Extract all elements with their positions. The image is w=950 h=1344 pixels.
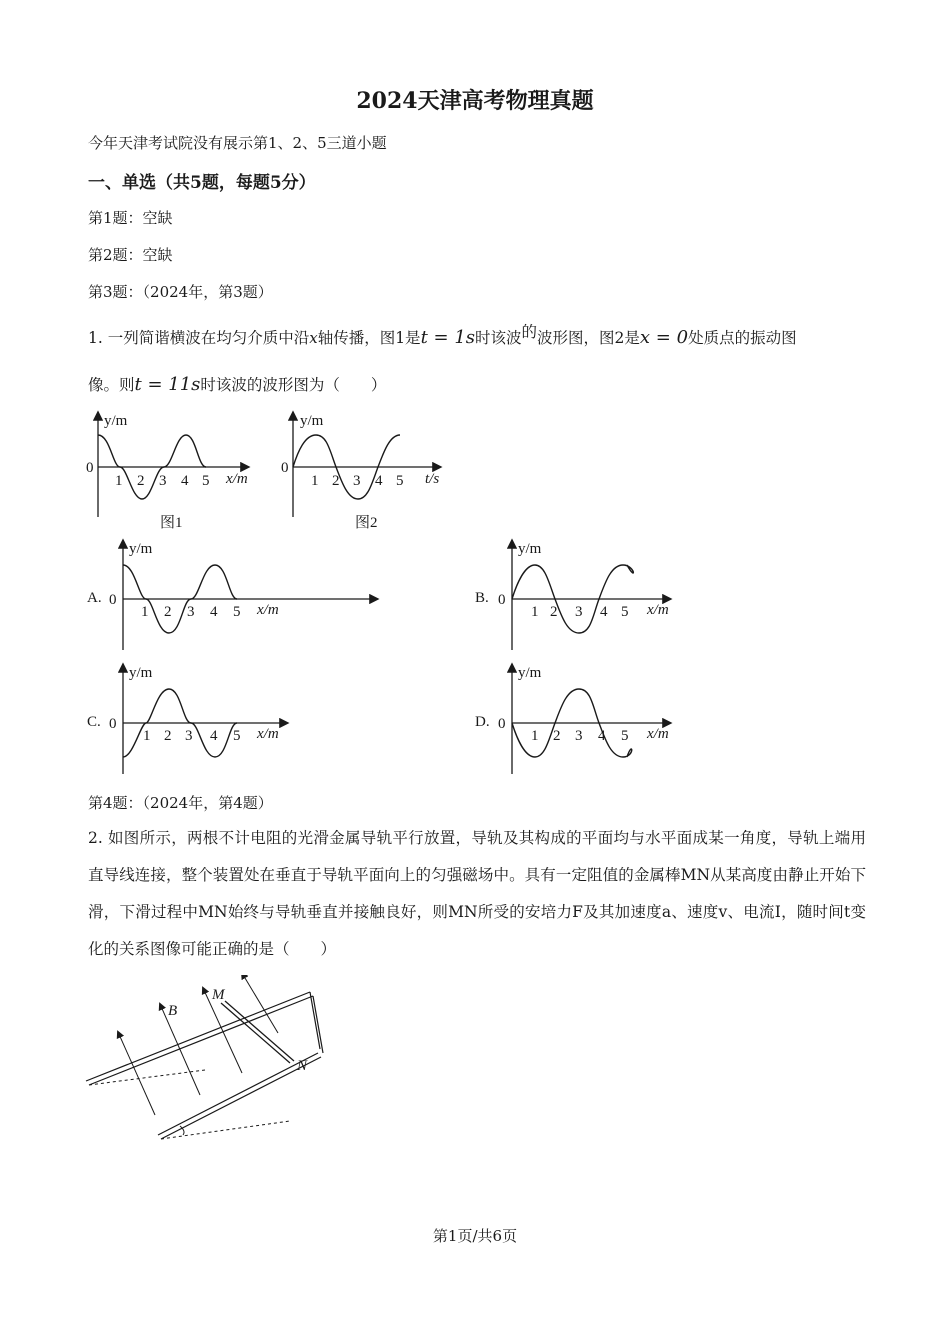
svg-text:5: 5 xyxy=(621,728,629,744)
fig2-tick: 5 xyxy=(396,473,404,489)
option-d-graph xyxy=(475,665,670,774)
fig1-x-label: x/m xyxy=(226,471,248,487)
label-m: M xyxy=(212,987,225,1003)
svg-text:2: 2 xyxy=(553,728,561,744)
svg-text:3: 3 xyxy=(575,604,583,620)
svg-text:4: 4 xyxy=(598,728,606,744)
question-3-stem-line2: 像。则t = 11s时该波的波形图为（ ） xyxy=(88,374,387,395)
figures-1-2 xyxy=(80,405,460,535)
question-4-source: 第4题：（2024年，第4题） xyxy=(88,794,273,812)
svg-text:x/m: x/m xyxy=(647,726,669,742)
fig1-tick: 1 xyxy=(115,473,123,489)
svg-text:0: 0 xyxy=(498,592,506,608)
svg-text:2: 2 xyxy=(164,728,172,744)
label-n: N xyxy=(297,1058,308,1074)
svg-text:x/m: x/m xyxy=(257,726,279,742)
svg-text:1: 1 xyxy=(531,728,539,744)
fig1-tick: 3 xyxy=(159,473,167,489)
options-graphs xyxy=(85,535,685,785)
fig1-y-label: y/m xyxy=(104,413,128,429)
svg-text:y/m: y/m xyxy=(129,665,153,681)
fig2-caption: 图2 xyxy=(355,515,378,531)
question-2-line: 第2题：空缺 xyxy=(88,246,173,264)
option-a-graph xyxy=(87,541,377,650)
svg-text:x/m: x/m xyxy=(647,602,669,618)
option-a-label: A. xyxy=(87,590,102,606)
option-c-graph xyxy=(87,665,287,774)
label-b: B xyxy=(168,1003,178,1019)
svg-text:3: 3 xyxy=(575,728,583,744)
fig2-tick: 1 xyxy=(311,473,319,489)
svg-text:5: 5 xyxy=(233,604,241,620)
question-1-line: 第1题：空缺 xyxy=(88,209,173,227)
figure-1-graph xyxy=(86,413,248,531)
fig1-tick: 4 xyxy=(181,473,189,489)
question-3-stem-line1: 1. 一列简谐横波在均匀介质中沿x轴传播，图1是t = 1s时该波的波形图，图2是x = 0处质点的振动图 xyxy=(88,323,797,348)
svg-text:1: 1 xyxy=(531,604,539,620)
svg-text:y/m: y/m xyxy=(518,541,542,557)
fig1-origin: 0 xyxy=(86,460,94,476)
svg-text:4: 4 xyxy=(210,604,218,620)
equation-t1: t = 1s xyxy=(420,327,476,348)
fig2-y-label: y/m xyxy=(300,413,324,429)
option-b-graph xyxy=(475,541,670,650)
svg-text:2: 2 xyxy=(164,604,172,620)
svg-text:5: 5 xyxy=(621,604,629,620)
rod-mn xyxy=(221,1003,290,1063)
rail-figure xyxy=(80,975,340,1150)
fig2-tick: 2 xyxy=(332,473,340,489)
svg-text:4: 4 xyxy=(600,604,608,620)
svg-text:4: 4 xyxy=(210,728,218,744)
fig2-tick: 4 xyxy=(375,473,383,489)
svg-text:x/m: x/m xyxy=(257,602,279,618)
fig2-origin: 0 xyxy=(281,460,289,476)
svg-text:2: 2 xyxy=(550,604,558,620)
svg-text:3: 3 xyxy=(187,604,195,620)
equation-t11: t = 11s xyxy=(134,374,201,395)
option-b-label: B. xyxy=(475,590,489,606)
svg-text:0: 0 xyxy=(498,716,506,732)
section-heading: 一、单选（共5题，每题5分） xyxy=(88,173,316,193)
note-text: 今年天津考试院没有展示第1、2、5三道小题 xyxy=(88,134,387,152)
svg-text:0: 0 xyxy=(109,592,117,608)
question-3-source: 第3题：（2024年，第3题） xyxy=(88,283,273,301)
option-c-label: C. xyxy=(87,714,101,730)
option-d-label: D. xyxy=(475,714,490,730)
svg-text:y/m: y/m xyxy=(129,541,153,557)
fig1-caption: 图1 xyxy=(160,515,183,531)
svg-text:3: 3 xyxy=(185,728,193,744)
svg-text:1: 1 xyxy=(141,604,149,620)
svg-text:5: 5 xyxy=(233,728,241,744)
fig2-x-label: t/s xyxy=(425,471,440,487)
page-footer: 第1页/共6页 xyxy=(432,1227,518,1245)
svg-text:0: 0 xyxy=(109,716,117,732)
fig1-tick: 5 xyxy=(202,473,210,489)
figure-2-graph xyxy=(281,413,440,531)
svg-text:1: 1 xyxy=(143,728,151,744)
question-4-stem: 2. 如图所示，两根不计电阻的光滑金属导轨平行放置，导轨及其构成的平面均与水平面成某一角度，导轨上端用直导线连接，整个装置处在垂直于导轨平面向上的匀强磁场中。具有一定阻值的金属棒MN从某高度由静止开始下滑，下滑过程中MN始终与导轨垂直并接触良好，则MN所受的安培力F及其加速度a、速度v、电流I，随时间t变化的关系图像可能正确的是（ ） xyxy=(88,829,866,958)
equation-x0: x = 0 xyxy=(639,327,689,348)
svg-text:y/m: y/m xyxy=(518,665,542,681)
fig2-tick: 3 xyxy=(353,473,361,489)
page-title: 2024天津高考物理真题 xyxy=(356,88,594,114)
fig1-tick: 2 xyxy=(137,473,145,489)
